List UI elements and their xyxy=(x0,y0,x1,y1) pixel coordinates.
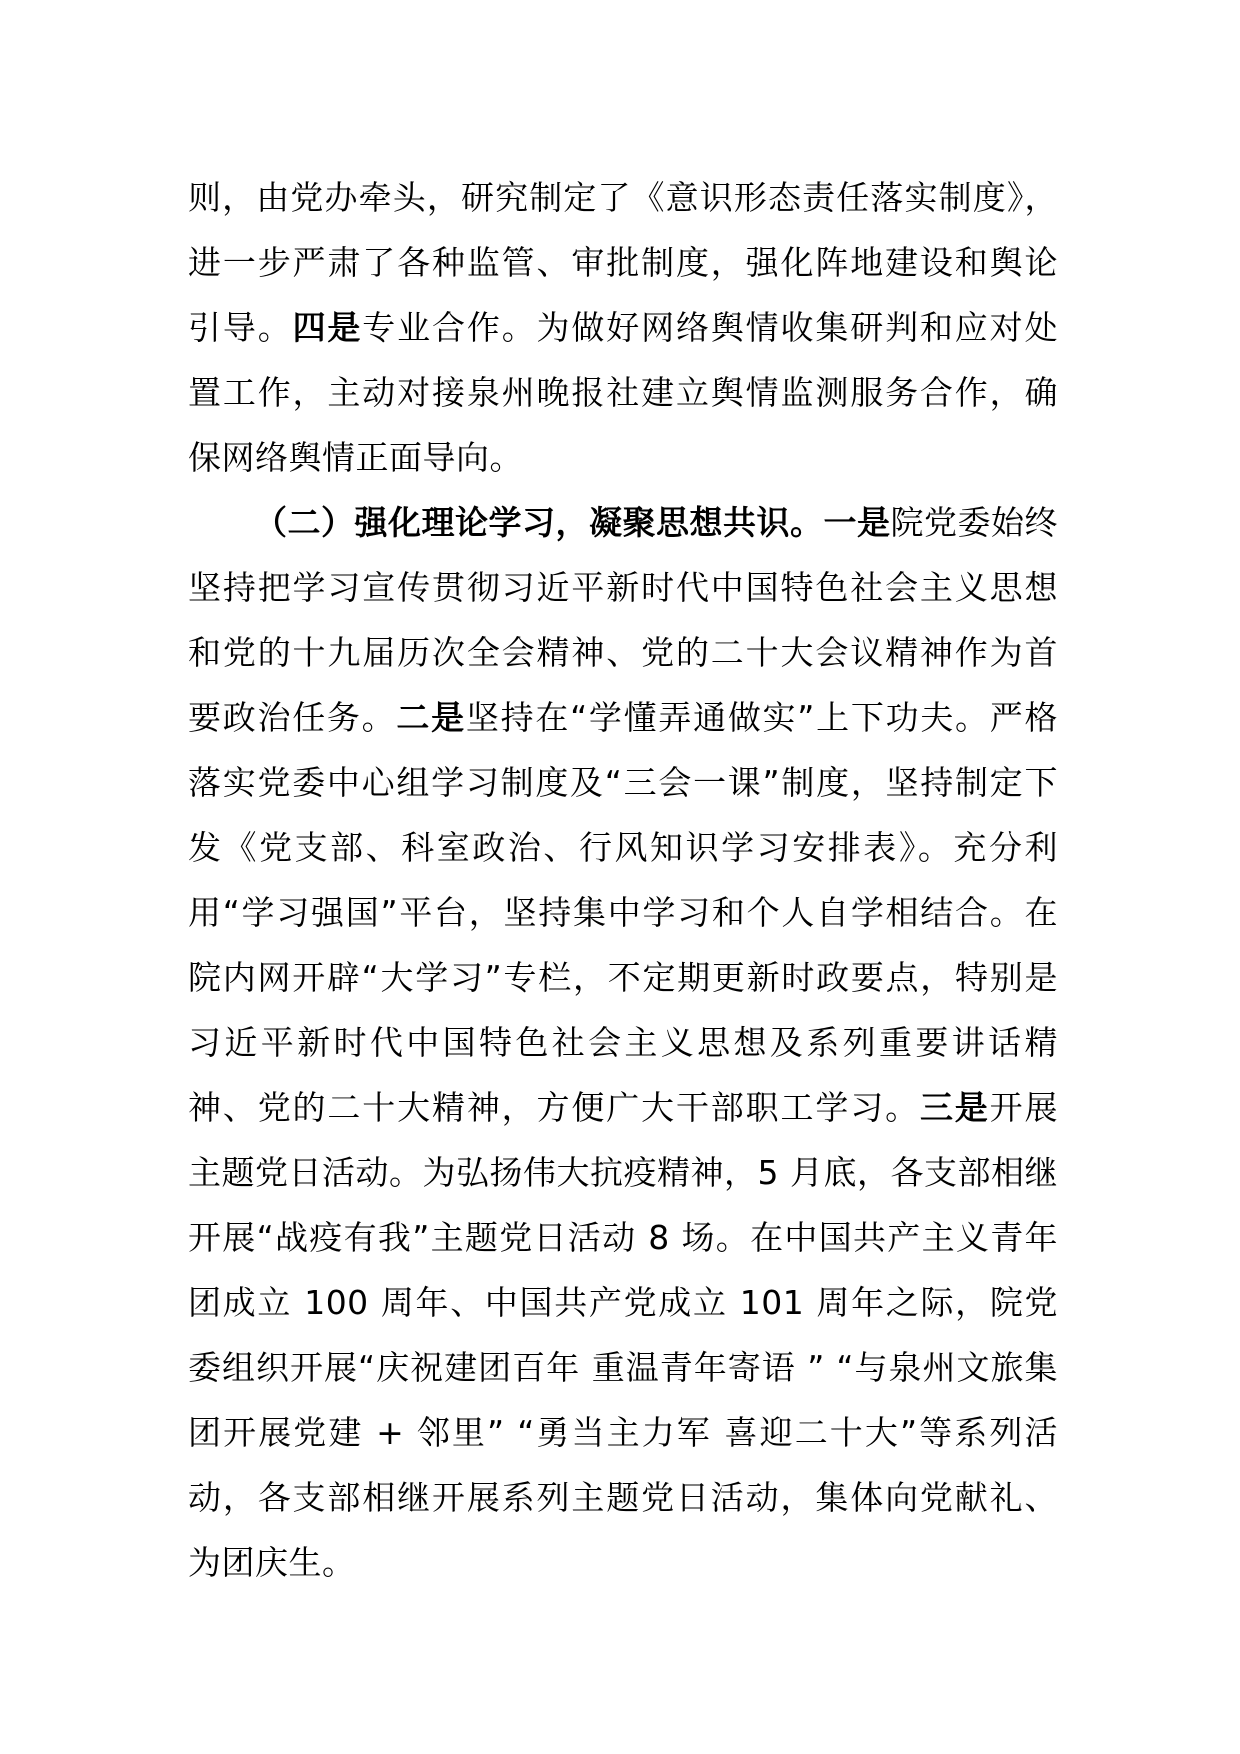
point-three-label: 三是 xyxy=(919,1088,990,1127)
point-two-text: 坚持在“学懂弄通做实”上下功夫。严格落实党委中心组学习制度及“三会一课”制度，坚持制定下发《党支部、科室政治、行风知识学习安排表》。充分利用“学习强国”平台，坚持集中学习和个人自学相结合。在院内网开辟“大学习”专栏，不定期更新时政要点，特别是习近平新时代中国特色社会主义思想及系列重要讲话精神、党的二十大精神，方便广大干部职工学习。 xyxy=(188,698,1059,1127)
paragraph-1-text-c: 专业合作。为做好网络舆情收集研判和应对处置工作，主动对接泉州晚报社建立舆情监测服务合作，确保网络舆情正面导向。 xyxy=(188,308,1059,477)
point-three-text: 开展主题党日活动。为弘扬伟大抗疫精神，5 月底，各支部相继开展“战疫有我”主题党日活动 8 场。在中国共产主义青年团成立 100 周年、中国共产党成立 101 周年之际，院党委组织开展“庆祝建团百年 重温青年寄语 ” “与泉州文旅集团开展党建 + 邻里” “勇当主力军 喜迎二十大”等系列活动，各支部相继开展系列主题党日活动，集体向党献礼、为团庆生。 xyxy=(188,1088,1059,1582)
point-one-label: 一是 xyxy=(823,503,891,542)
paragraph-1-text-a: 则，由党办牵头，研究制定了《意识形态责任落实制度》，进一步严肃了各种监管、审批制度，强化阵地建设和舆论引导。 xyxy=(188,178,1058,347)
paragraph-1 xyxy=(188,165,1058,490)
paragraph-2 xyxy=(188,490,1058,1595)
section-heading: （二）强化理论学习，凝聚思想共识。 xyxy=(254,503,824,542)
document-body xyxy=(188,165,1058,1595)
point-two-label: 二是 xyxy=(396,698,466,737)
point-one-text: 院党委始终坚持把学习宣传贯彻习近平新时代中国特色社会主义思想和党的十九届历次全会精神、党的二十大会议精神作为首要政治任务。 xyxy=(188,503,1058,737)
point-four-label: 四是 xyxy=(292,308,363,347)
